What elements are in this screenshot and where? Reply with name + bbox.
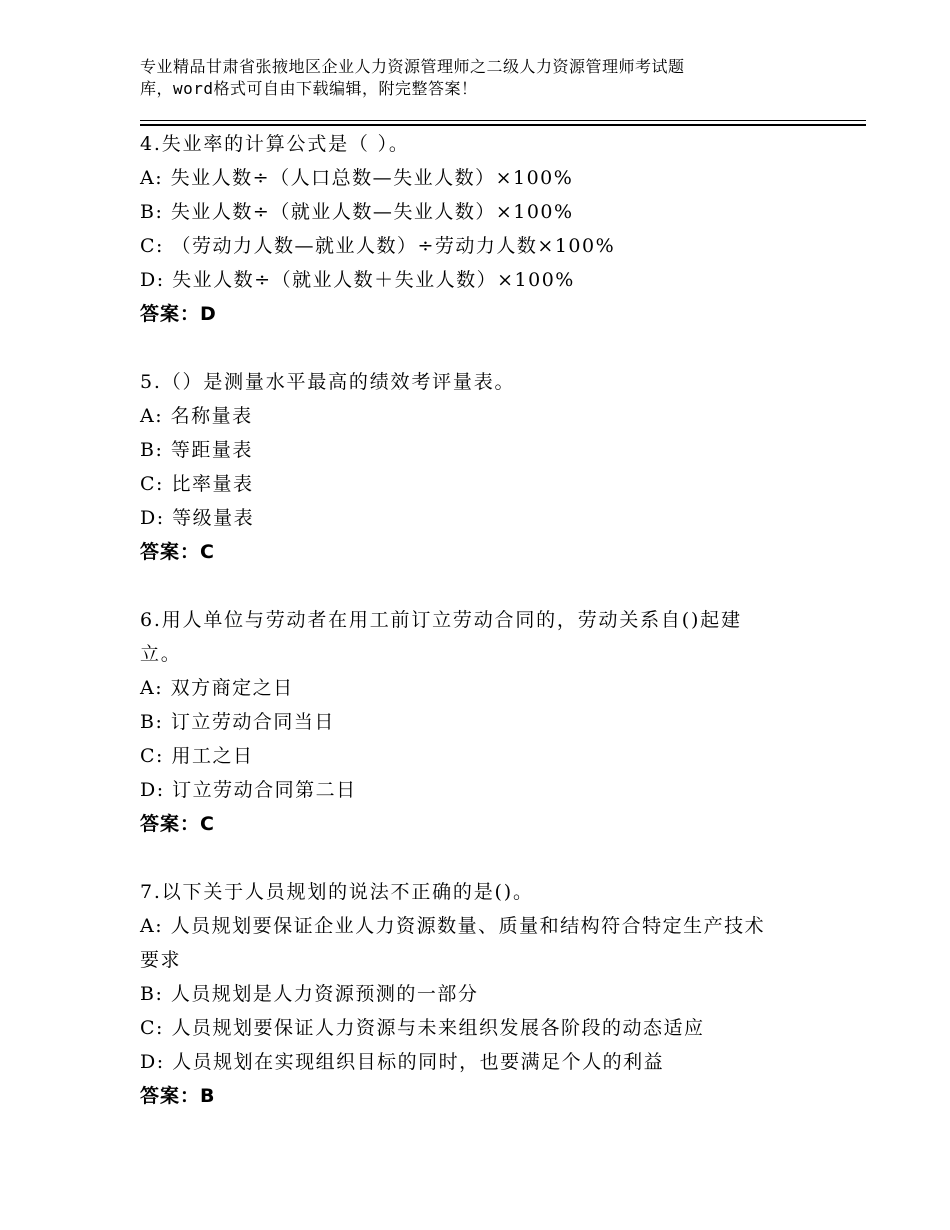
question-6 [140, 603, 820, 841]
option-a [140, 909, 820, 977]
question-stem [140, 365, 820, 399]
option-line: C: （劳动力人数—就业人数）÷劳动力人数×100% [140, 235, 616, 257]
option-line: D: 等级量表 [140, 507, 255, 529]
answer: 答案：D [140, 303, 217, 325]
question-5 [140, 365, 820, 569]
question-7 [140, 875, 820, 1113]
stem-line: 5.（）是测量水平最高的绩效考评量表。 [140, 371, 516, 393]
question-list [140, 127, 820, 1147]
stem-line: 6.用人单位与劳动者在用工前订立劳动合同的，劳动关系自()起建 [140, 609, 742, 631]
option-a [140, 671, 820, 705]
option-c [140, 229, 820, 263]
answer: 答案：B [140, 1085, 216, 1107]
header-line-1: 专业精品甘肃省张掖地区企业人力资源管理师之二级人力资源管理师考试题 [140, 57, 685, 76]
question-4 [140, 127, 820, 331]
option-line: D: 失业人数÷（就业人数＋失业人数）×100% [140, 269, 575, 291]
question-stem [140, 603, 820, 671]
answer: 答案：C [140, 813, 215, 835]
option-line: 要求 [140, 949, 182, 971]
option-line: C: 用工之日 [140, 745, 254, 767]
option-line: A: 失业人数÷（人口总数—失业人数）×100% [140, 167, 574, 189]
option-line: A: 人员规划要保证企业人力资源数量、质量和结构符合特定生产技术 [140, 915, 766, 937]
option-b [140, 705, 820, 739]
question-stem [140, 127, 820, 161]
option-a [140, 161, 820, 195]
question-stem [140, 875, 820, 909]
header-divider-thick [140, 124, 866, 126]
option-c [140, 739, 820, 773]
option-line: C: 比率量表 [140, 473, 254, 495]
option-line: B: 失业人数÷（就业人数—失业人数）×100% [140, 201, 574, 223]
option-line: A: 双方商定之日 [140, 677, 294, 699]
option-d [140, 501, 820, 535]
option-c [140, 1011, 820, 1045]
option-line: D: 人员规划在实现组织目标的同时，也要满足个人的利益 [140, 1051, 665, 1073]
option-d [140, 263, 820, 297]
stem-line: 4.失业率的计算公式是（ ）。 [140, 133, 410, 155]
option-line: C: 人员规划要保证人力资源与未来组织发展各阶段的动态适应 [140, 1017, 705, 1039]
option-c [140, 467, 820, 501]
stem-line: 立。 [140, 643, 182, 665]
option-line: B: 订立劳动合同当日 [140, 711, 335, 733]
option-d [140, 773, 820, 807]
option-line: B: 等距量表 [140, 439, 253, 461]
option-b [140, 977, 820, 1011]
header-line-2: 库，word格式可自由下载编辑，附完整答案！ [140, 79, 478, 98]
option-line: A: 名称量表 [140, 405, 253, 427]
header-divider-thin [140, 120, 866, 121]
option-b [140, 195, 820, 229]
option-b [140, 433, 820, 467]
option-d [140, 1045, 820, 1079]
option-line: D: 订立劳动合同第二日 [140, 779, 357, 801]
option-a [140, 399, 820, 433]
document-header [140, 56, 780, 100]
answer: 答案：C [140, 541, 215, 563]
stem-line: 7.以下关于人员规划的说法不正确的是()。 [140, 881, 534, 903]
option-line: B: 人员规划是人力资源预测的一部分 [140, 983, 479, 1005]
